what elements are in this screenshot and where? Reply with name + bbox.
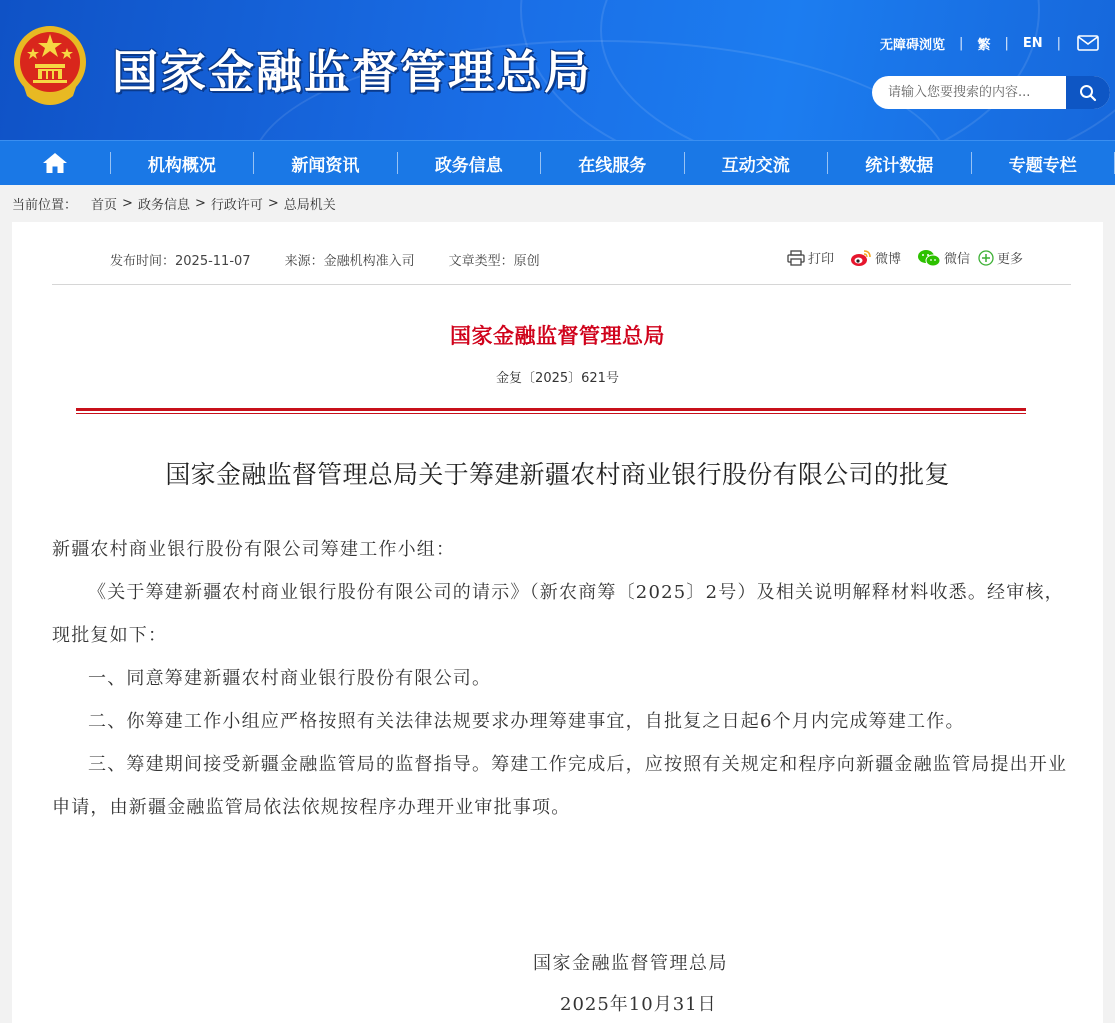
document-title: 国家金融监督管理总局关于筹建新疆农村商业银行股份有限公司的批复 [165,460,950,489]
search-input[interactable] [872,76,1062,109]
document-number: 金复〔2025〕621号 [496,371,619,386]
publish-date: 发布时间：2025-11-07 [110,254,251,269]
red-header-line-thin [76,413,1026,414]
home-icon [42,152,68,174]
breadcrumb [12,194,336,213]
red-header-line [76,408,1026,411]
body-paragraph: 一、同意筹建新疆农村商业银行股份有限公司。 [88,668,492,689]
salutation: 新疆农村商业银行股份有限公司筹建工作小组： [52,539,456,560]
search-box [872,76,1110,109]
breadcrumb-headquarters[interactable]: 总局机关 [283,198,336,213]
traditional-chinese-link[interactable]: 繁 [977,37,991,53]
english-link[interactable]: EN [1022,35,1043,51]
nav-item-news[interactable]: 新闻资讯 [291,155,360,176]
wechat-label: 微信 [944,252,971,267]
link-separator: | [959,35,964,51]
signature-date: 2025年10月31日 [560,994,717,1015]
signature-org: 国家金融监督管理总局 [533,953,728,974]
plus-circle-icon [978,250,994,266]
article-meta [110,250,574,269]
nav-item-online-service[interactable]: 在线服务 [578,155,647,176]
link-separator: | [1056,35,1061,51]
national-emblem-icon[interactable] [11,24,89,108]
breadcrumb-separator: > [267,196,279,211]
weibo-label: 微博 [875,252,902,267]
main-nav [0,140,1115,185]
printer-icon [787,250,805,266]
breadcrumb-separator: > [194,196,206,211]
site-header [0,0,1115,140]
accessible-browse-link[interactable]: 无障碍浏览 [880,37,946,53]
wechat-share-button[interactable] [917,248,970,267]
link-separator: | [1004,35,1009,51]
article-card [12,222,1103,1023]
print-button[interactable] [787,248,834,267]
share-bar [787,248,1035,267]
site-title[interactable]: 国家金融监督管理总局 [112,45,592,99]
wechat-icon [917,249,941,267]
nav-home[interactable] [0,141,110,186]
nav-item-government-info[interactable]: 政务信息 [434,155,503,176]
breadcrumb-government-info[interactable]: 政务信息 [137,198,190,213]
weibo-share-button[interactable] [850,248,901,267]
print-label: 打印 [808,252,835,267]
nav-item-interaction[interactable]: 互动交流 [721,155,790,176]
body-paragraph: 二、你筹建工作小组应严格按照有关法律法规要求办理筹建事宜，自批复之日起6个月内完成筹建工作。 [88,711,965,732]
article-type: 文章类型：原创 [448,254,540,269]
meta-divider [52,284,1071,285]
document-body [52,528,1072,829]
top-links [880,33,1099,53]
more-label: 更多 [997,252,1024,267]
weibo-icon [850,249,872,267]
breadcrumb-home[interactable]: 首页 [91,198,118,213]
issuing-org-header: 国家金融监督管理总局 [450,324,665,348]
search-icon [1079,84,1097,102]
nav-item-statistics[interactable]: 统计数据 [865,155,934,176]
search-button[interactable] [1066,76,1110,109]
body-paragraph: 三、筹建期间接受新疆金融监管局的监督指导。筹建工作完成后，应按照有关规定和程序向新疆金融监管局提出开业申请，由新疆金融监管局依法依规按程序办理开业审批事项。 [52,754,1068,818]
body-paragraph: 《关于筹建新疆农村商业银行股份有限公司的请示》（新农商筹〔2025〕2号）及相关说明解释材料收悉。经审核，现批复如下： [52,582,1064,646]
breadcrumb-separator: > [122,196,133,211]
nav-item-about[interactable]: 机构概况 [147,155,216,176]
breadcrumb-label: 当前位置： [12,198,78,213]
more-share-button[interactable] [978,248,1023,267]
mail-icon[interactable] [1077,35,1099,51]
article-source: 来源：金融机构准入司 [284,254,415,269]
nav-item-special-topics[interactable]: 专题专栏 [1008,155,1077,176]
breadcrumb-administrative-license[interactable]: 行政许可 [210,198,263,213]
